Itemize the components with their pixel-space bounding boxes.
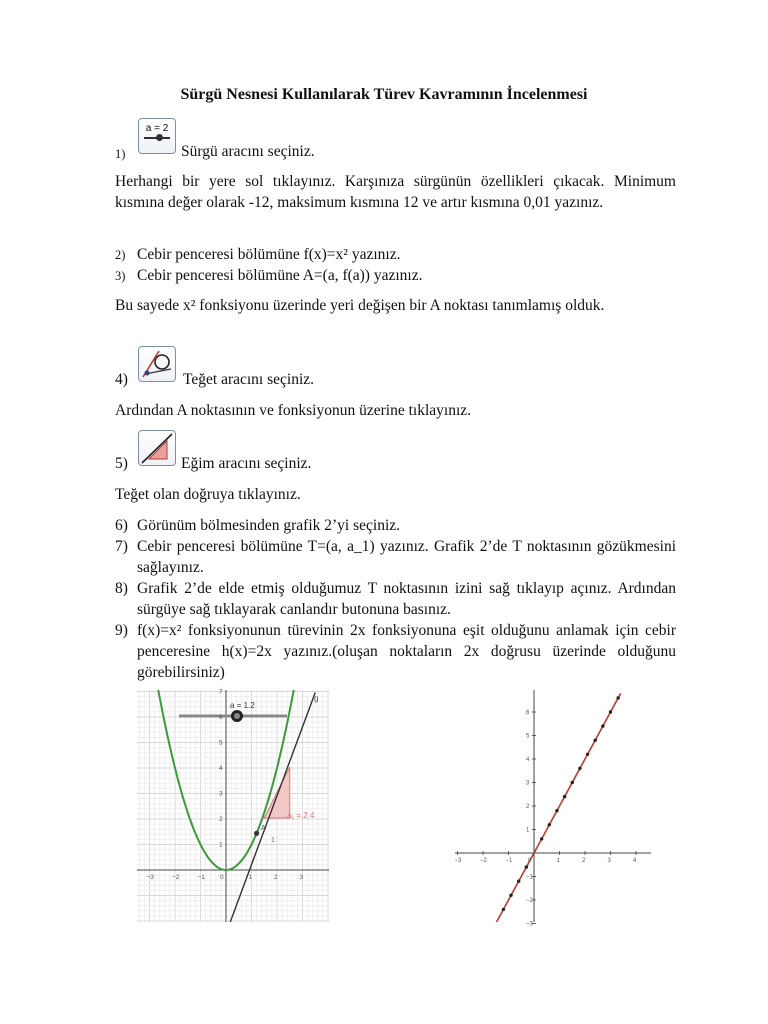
trace-point <box>594 739 597 742</box>
y-tick-label: 3 <box>219 790 223 798</box>
list-item: 9) f(x)=x² fonksiyonunun türevinin 2x fonksiyonuna eşit olduğunu anlamak için cebir penceresine h(x)=2x yazınız.(oluşan noktaların 2x doğrusu üzerinde olduğunu görebilirsiniz) <box>115 622 676 681</box>
trace-point <box>509 894 512 897</box>
y-tick-label: 2 <box>526 804 530 810</box>
y-tick-label: −1 <box>526 874 533 881</box>
x-tick-label: 3 <box>299 874 304 881</box>
trace-point <box>571 781 574 784</box>
x-tick-label: −1 <box>505 858 513 864</box>
point-a <box>254 831 259 836</box>
x-tick-label: 1 <box>556 858 560 864</box>
trace-point <box>586 753 589 756</box>
trace-point <box>517 880 520 883</box>
point-a-label: A <box>261 825 266 832</box>
x-tick-label: −3 <box>146 874 154 881</box>
y-tick-label: 4 <box>219 765 223 772</box>
list-item: 8) Grafik 2’de elde etmiş olduğumuz T noktasının izini sağ tıklayıp açınız. Ardından sürgüye sağ tıklayarak canlandır butonuna basınız. <box>115 580 676 618</box>
x-tick-label: 2 <box>582 858 586 864</box>
step-5-text: Eğim aracını seçiniz. <box>181 455 312 472</box>
y-tick-label: 1 <box>219 841 223 849</box>
step-1-number: 1) <box>115 147 126 161</box>
slope-tool-icon <box>138 430 176 466</box>
y-tick-label: 5 <box>219 739 223 747</box>
y-tick-label: −2 <box>526 898 533 904</box>
x-tick-label: 3 <box>607 858 611 864</box>
derivative-line <box>496 693 621 923</box>
y-tick-label: 1 <box>526 827 530 834</box>
y-tick-label: 2 <box>219 816 223 823</box>
curve-label: g <box>314 694 319 703</box>
instruction-list <box>115 515 676 683</box>
graph-2-derivative <box>454 690 651 928</box>
slider-icon-label: a = 2 <box>145 123 169 134</box>
x-tick-label: −1 <box>197 874 205 881</box>
slope-label: a₁ = 2.4 <box>287 811 315 820</box>
step-2: 2) Cebir penceresi bölümüne f(x)=x² yazınız. <box>115 246 401 263</box>
step-3: 3) Cebir penceresi bölümüne A=(a, f(a)) yazınız. <box>115 267 423 284</box>
slider-label: a = 1.2 <box>230 701 255 710</box>
paragraph-click-tangent: Teğet olan doğruya tıklayınız. <box>115 486 301 503</box>
y-tick-label: 7 <box>219 688 223 696</box>
trace-point <box>540 837 543 840</box>
x-tick-label: −2 <box>480 858 487 864</box>
y-tick-label: 4 <box>526 757 530 763</box>
y-tick-label: −3 <box>526 921 533 928</box>
trace-point <box>616 696 619 699</box>
trace-point <box>578 767 581 770</box>
y-tick-label: 3 <box>526 780 530 787</box>
y-tick-label: 6 <box>526 710 530 716</box>
x-tick-label: −2 <box>172 874 180 881</box>
y-tick-label: 6 <box>219 714 223 721</box>
x-tick-label: 0 <box>528 858 532 864</box>
step-4-text: Teğet aracını seçiniz. <box>183 371 315 388</box>
slider-tool-icon <box>138 118 176 154</box>
x-tick-label: 4 <box>633 858 637 864</box>
list-item: 6) Görünüm bölmesinden grafik 2’yi seçiniz. <box>115 517 401 534</box>
trace-point <box>563 795 566 798</box>
tangent-tool-icon <box>138 346 176 382</box>
trace-point <box>525 865 528 868</box>
trace-point <box>609 710 612 713</box>
step-5-number: 5) <box>115 455 128 472</box>
step-1-text: Sürgü aracını seçiniz. <box>181 143 315 160</box>
paragraph-point-a: Bu sayede x² fonksiyonu üzerinde yeri değişen bir A noktası tanımlamış olduk. <box>115 297 605 314</box>
trace-point <box>548 823 551 826</box>
step-4-number: 4) <box>115 371 128 388</box>
graph-1-parabola <box>137 690 329 922</box>
x-tick-label: 0 <box>220 874 224 881</box>
trace-point <box>555 809 558 812</box>
x-tick-label: 1 <box>248 874 253 881</box>
trace-point <box>601 724 604 727</box>
page-title: Sürgü Nesnesi Kullanılarak Türev Kavramının İncelenmesi <box>180 86 588 103</box>
x-tick-label: 2 <box>274 874 278 881</box>
y-tick-label: 5 <box>526 733 530 740</box>
slope-run-label: 1 <box>271 837 275 844</box>
paragraph-click-point: Ardından A noktasının ve fonksiyonun üzerine tıklayınız. <box>115 402 472 419</box>
paragraph-slider-settings: Herhangi bir yere sol tıklayınız. Karşınıza sürgünün özellikleri çıkacak. Minimum kısmına değer olarak -12, maksimum kısmına 12 ve artır kısmına 0,01 yazınız. <box>115 173 676 211</box>
trace-point <box>502 908 505 911</box>
x-tick-label: −3 <box>454 858 462 864</box>
list-item: 7) Cebir penceresi bölümüne T=(a, a_1) yazınız. Grafik 2’de T noktasının gözükmesini sağlayınız. <box>115 538 676 576</box>
